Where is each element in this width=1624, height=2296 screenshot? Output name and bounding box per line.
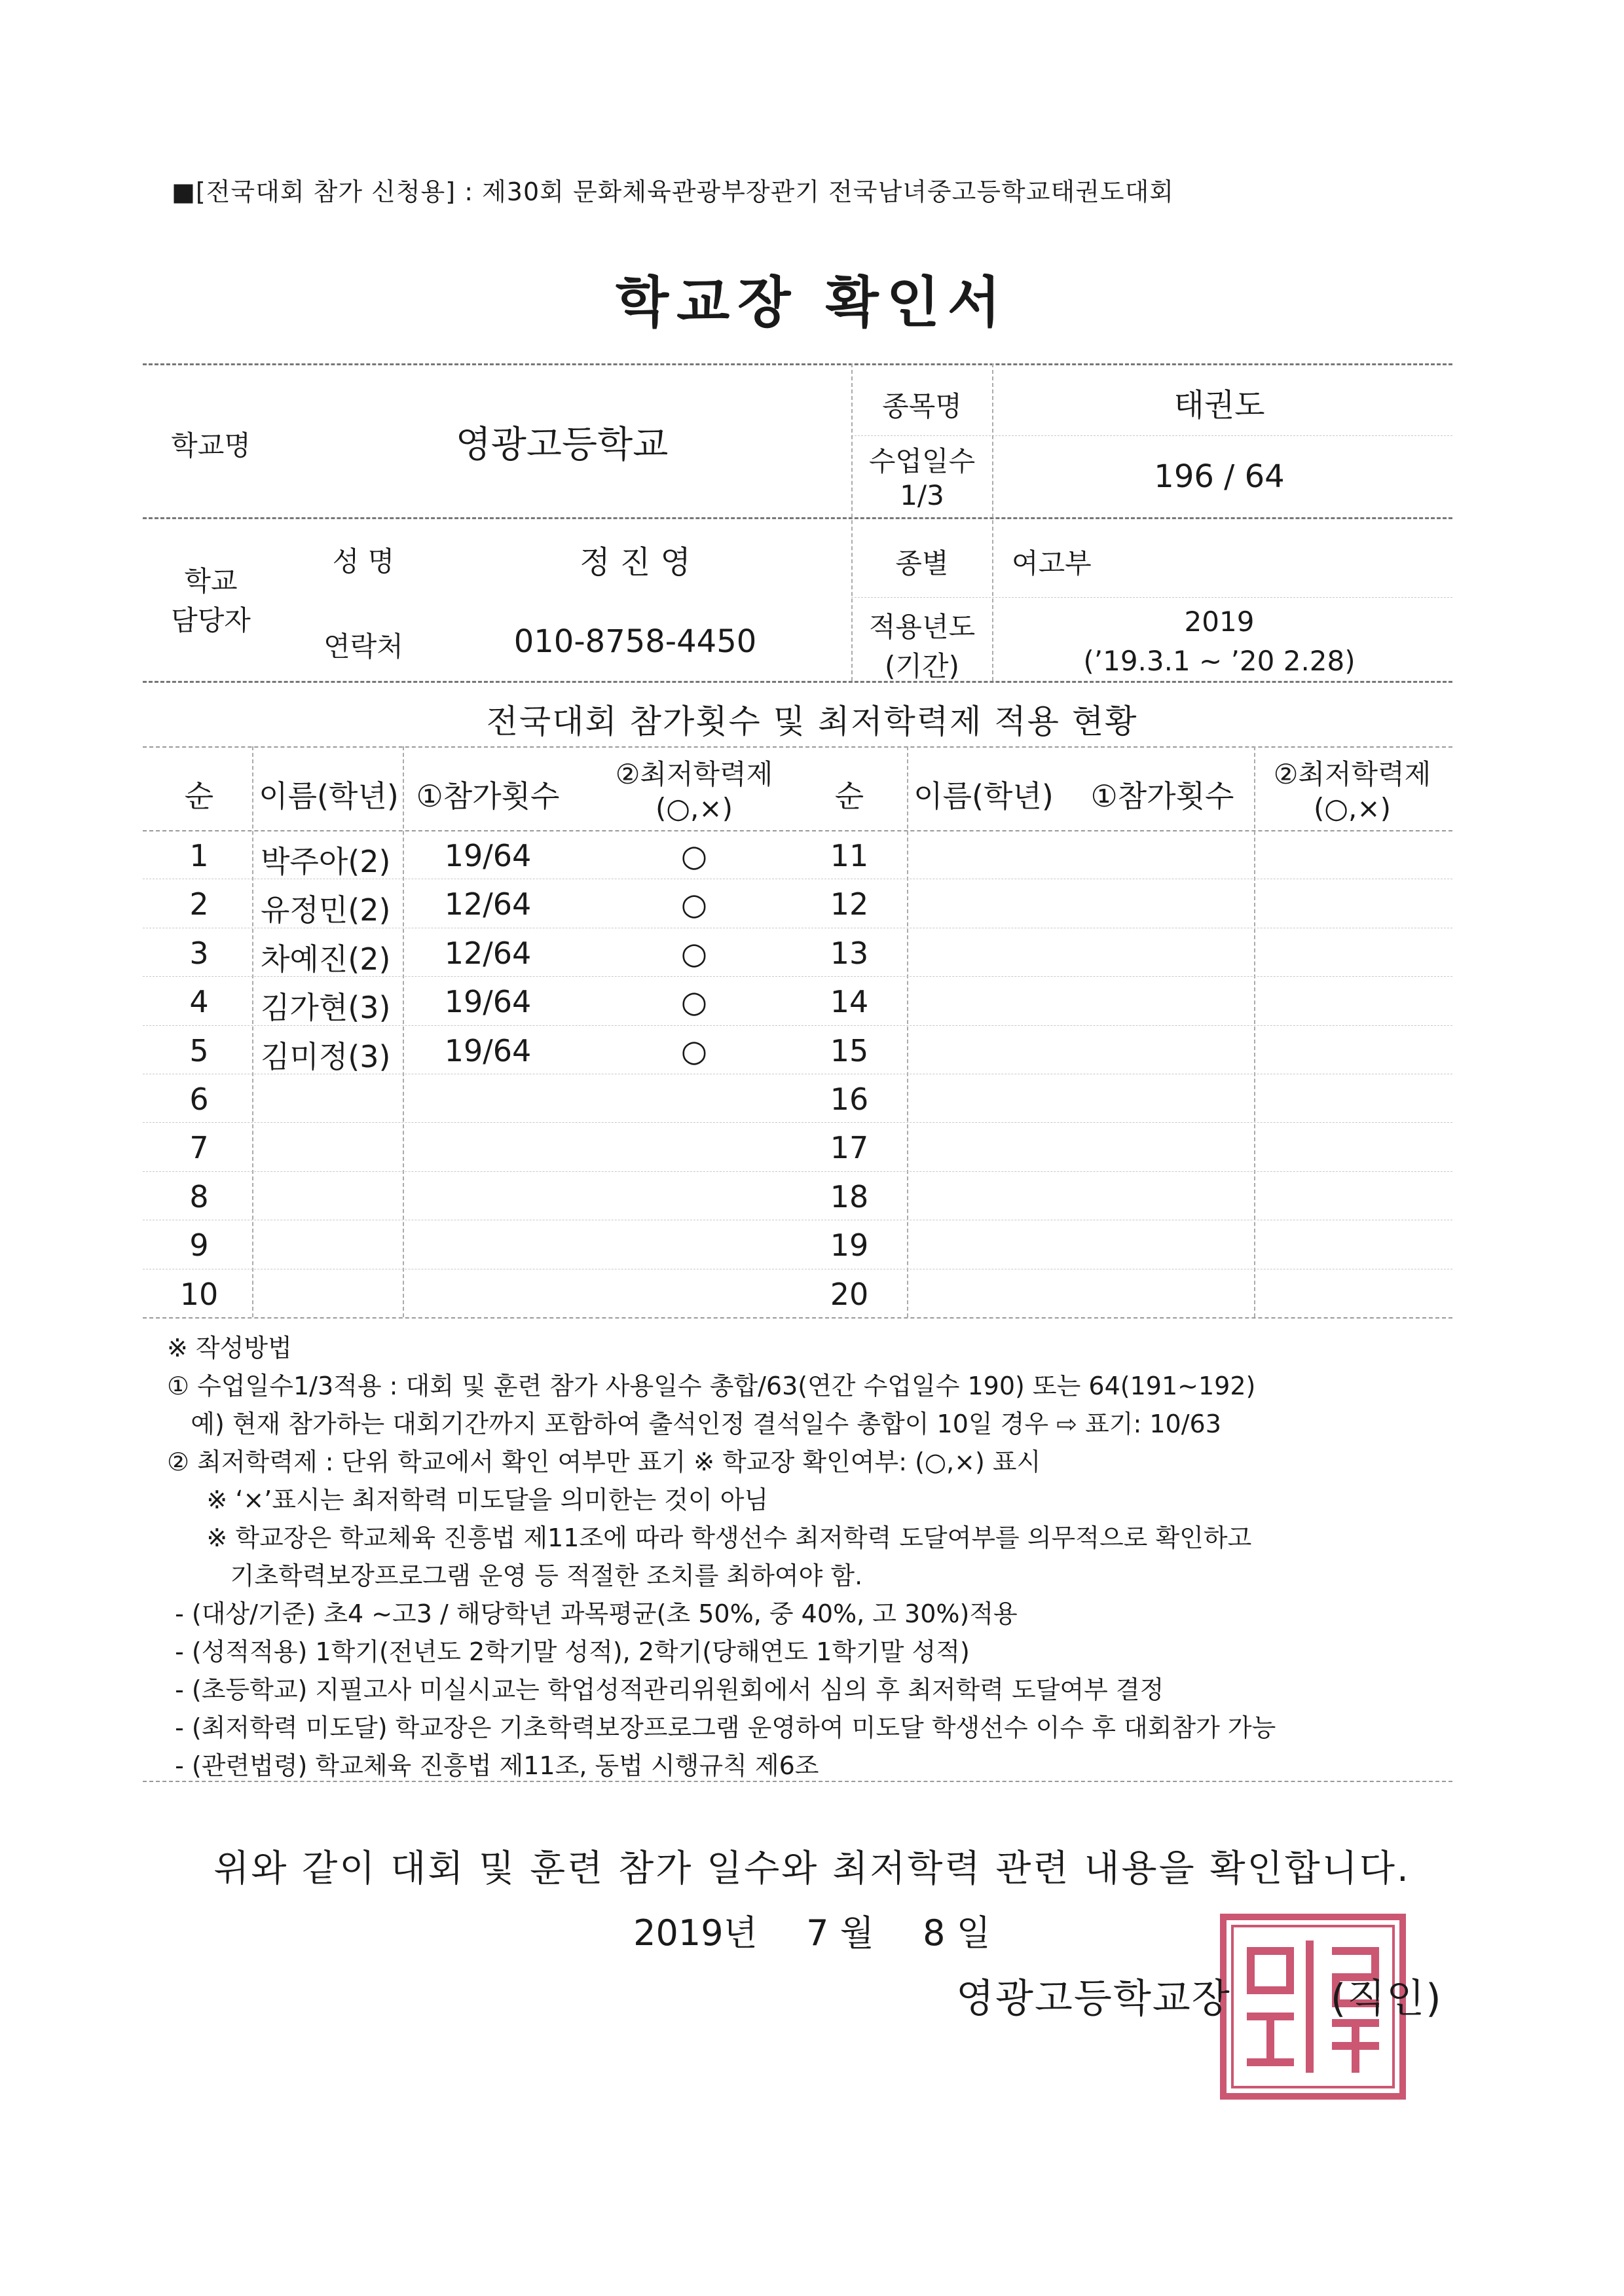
sport-value: 태권도	[1173, 387, 1265, 424]
divider	[851, 597, 1452, 598]
divider	[851, 435, 1452, 436]
col-min-right: ②최저학력제	[1273, 758, 1431, 790]
divider	[143, 830, 1452, 831]
min-academic-mark: ○	[680, 984, 708, 1020]
school-name: 영광고등학교	[455, 424, 669, 466]
name-label: 성 명	[332, 545, 395, 577]
col-min-left-mark: (○,×)	[655, 792, 733, 824]
row-number: 10	[179, 1276, 219, 1312]
divider	[143, 1781, 1452, 1782]
divider	[252, 746, 253, 1317]
row-number: 15	[830, 1032, 869, 1068]
note-line: - (초등학교) 지필고사 미실시교는 학업성적관리위원회에서 심의 후 최저학력 도달여부 결정	[167, 1675, 1164, 1704]
page-title: 학교장 확인서	[615, 270, 1009, 335]
participation-count: 12/64	[444, 935, 532, 971]
year-value: 2019	[1184, 606, 1255, 638]
date-day: 8 일	[923, 1912, 991, 1954]
divider	[851, 363, 853, 681]
row-number: 11	[830, 838, 869, 873]
confirm-text: 위와 같이 대회 및 훈련 참가 일수와 최저학력 관련 내용을 확인합니다.	[213, 1848, 1411, 1890]
col-count-left: ①참가횟수	[416, 778, 560, 814]
signer-name: 영광고등학교장	[956, 1976, 1231, 2022]
col-name-left: 이름(학년)	[259, 778, 399, 814]
col-min-left: ②최저학력제	[615, 758, 773, 790]
row-number: 18	[830, 1178, 869, 1214]
col-min-right-mark: (○,×)	[1314, 792, 1391, 824]
divider	[992, 363, 993, 681]
row-number: 14	[830, 984, 869, 1020]
days-value: 196 / 64	[1154, 458, 1285, 495]
row-number: 2	[189, 886, 209, 922]
division-label: 종별	[895, 547, 949, 579]
note-line: 예) 현재 참가하는 대회기간까지 포함하여 출석인정 결석일수 총합이 10일 경우 ⇨ 표기: 10/63	[167, 1410, 1221, 1438]
section-title: 전국대회 참가횟수 및 최저학력제 적용 현황	[486, 702, 1138, 740]
header-line	[172, 172, 1174, 208]
row-number: 13	[830, 935, 869, 971]
student-name: 김미정(3)	[261, 1038, 391, 1074]
row-number: 6	[189, 1082, 209, 1117]
note-line: - (최저학력 미도달) 학교장은 기초학력보장프로그램 운영하여 미도달 학생선수 이수 후 대회참가 가능	[167, 1713, 1276, 1742]
manager-label: 학교	[184, 565, 238, 597]
note-line: ※ 작성방법	[167, 1334, 292, 1362]
participation-count: 19/64	[444, 1032, 532, 1068]
student-name: 차예진(2)	[261, 941, 391, 977]
col-no-left: 순	[184, 778, 214, 814]
divider	[143, 1025, 1452, 1026]
row-number: 12	[830, 886, 869, 922]
divider	[1254, 746, 1255, 1317]
row-number: 1	[189, 838, 209, 873]
participation-count: 19/64	[444, 838, 532, 873]
period-value: (’19.3.1 ~ ’20 2.28)	[1083, 645, 1356, 677]
participation-count: 12/64	[444, 886, 532, 922]
col-name-right: 이름(학년)	[913, 778, 1054, 814]
divider	[143, 1317, 1452, 1319]
note-line: - (성적적용) 1학기(전년도 2학기말 성적), 2학기(당해연도 1학기말 성적)	[167, 1637, 970, 1666]
note-line: ※ 학교장은 학교체육 진흥법 제11조에 따라 학생선수 최저학력 도달여부를 의무적으로 확인하고	[167, 1523, 1252, 1552]
note-line: - (관련법령) 학교체육 진흥법 제11조, 동법 시행규칙 제6조	[167, 1751, 819, 1780]
divider	[907, 746, 908, 1317]
sport-label: 종목명	[882, 390, 962, 422]
seal-label: (직인)	[1330, 1976, 1443, 2022]
note-line: ※ ‘×’표시는 최저학력 미도달을 의미한는 것이 아님	[167, 1485, 769, 1514]
division-value: 여고부	[1012, 547, 1092, 579]
manager-name: 정 진 영	[580, 544, 691, 581]
date-month: 7 월	[806, 1912, 874, 1954]
divider	[143, 976, 1452, 977]
min-academic-mark: ○	[680, 935, 708, 971]
divider	[403, 746, 404, 1317]
row-number: 16	[830, 1082, 869, 1117]
divider	[143, 517, 1452, 519]
note-line: ② 최저학력제 : 단위 학교에서 확인 여부만 표기 ※ 학교장 확인여부: (○,×) 표시	[167, 1448, 1041, 1476]
min-academic-mark: ○	[680, 886, 708, 922]
school-label: 학교명	[171, 429, 251, 462]
notes-section	[167, 1329, 1450, 1785]
contact-value: 010-8758-4450	[513, 623, 757, 660]
student-name: 박주아(2)	[261, 844, 391, 879]
header-event-name: 제30회 문화체육관광부장관기 전국남녀중고등학교태권도대회	[482, 177, 1175, 206]
student-name: 김가현(3)	[261, 990, 391, 1026]
divider	[143, 1171, 1452, 1172]
manager-label-line2: 담당자	[171, 604, 251, 636]
row-number: 9	[189, 1228, 209, 1264]
row-number: 4	[189, 984, 209, 1020]
contact-label: 연락처	[323, 630, 403, 663]
days-label-fraction: 1/3	[900, 479, 944, 511]
note-line: ① 수업일수1/3적용 : 대회 및 훈련 참가 사용일수 총합/63(연간 수업일수 190) 또는 64(191~192)	[167, 1372, 1256, 1400]
divider	[143, 681, 1452, 683]
participation-count: 19/64	[444, 984, 532, 1020]
row-number: 5	[189, 1032, 209, 1068]
signer	[956, 1967, 1443, 2024]
days-label: 수업일수	[868, 445, 976, 477]
note-line: - (대상/기준) 초4 ~고3 / 해당학년 과목평균(초 50%, 중 40%, 고 30%)적용	[167, 1599, 1018, 1628]
row-number: 17	[830, 1130, 869, 1166]
divider	[143, 363, 1452, 365]
year-label: 적용년도	[868, 611, 976, 643]
row-number: 8	[189, 1178, 209, 1214]
student-name: 유정민(2)	[261, 892, 391, 928]
header-category: ■[전국대회 참가 신청용]	[172, 177, 456, 206]
header-separator: :	[464, 177, 473, 206]
divider	[143, 746, 1452, 748]
row-number: 3	[189, 935, 209, 971]
min-academic-mark: ○	[680, 1032, 708, 1068]
date-year: 2019년	[633, 1912, 758, 1954]
col-count-right: ①참가횟수	[1090, 778, 1234, 814]
year-label-period: (기간)	[885, 650, 959, 682]
row-number: 20	[830, 1276, 869, 1312]
col-no-right: 순	[834, 778, 864, 814]
row-number: 19	[830, 1228, 869, 1264]
divider	[143, 1122, 1452, 1123]
note-line: 기초학력보장프로그램 운영 등 적절한 조치를 최하여야 함.	[167, 1561, 863, 1590]
min-academic-mark: ○	[680, 838, 708, 873]
row-number: 7	[189, 1130, 209, 1166]
